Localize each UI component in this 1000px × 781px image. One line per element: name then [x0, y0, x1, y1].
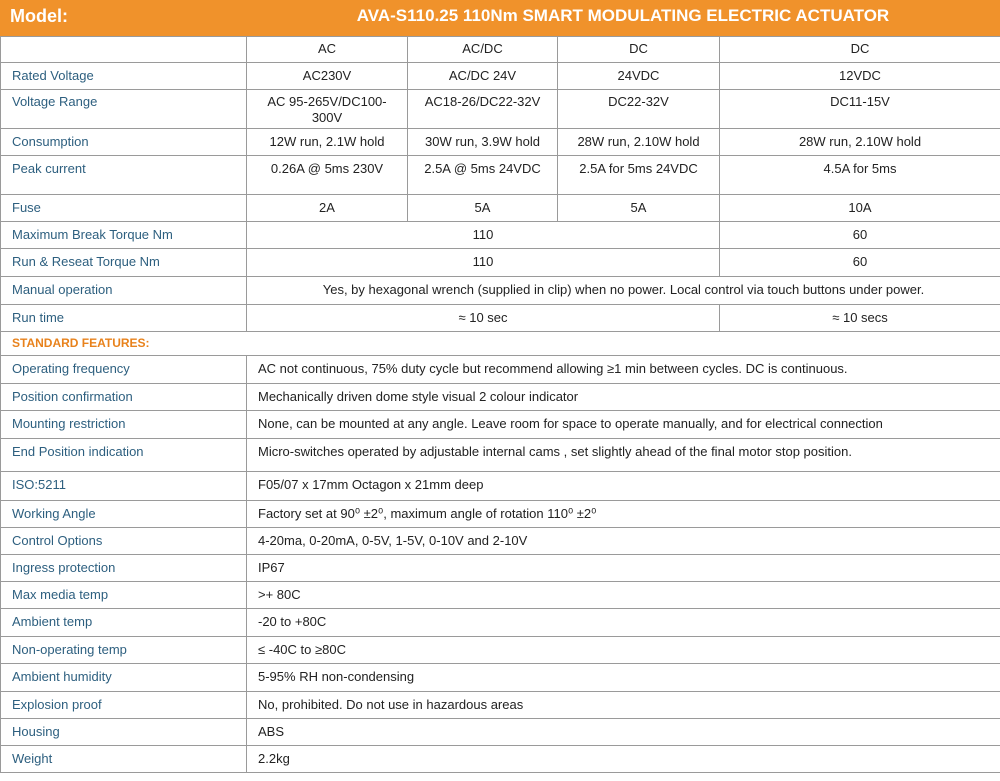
cell-value: 4.5A for 5ms — [720, 156, 1000, 195]
cell-value: AC18-26/DC22-32V — [408, 90, 558, 129]
cell-value: 5A — [558, 195, 720, 222]
row-label: Ambient humidity — [1, 664, 247, 692]
row-label: Peak current — [1, 156, 247, 195]
column-header-ac: AC — [247, 37, 408, 63]
table-row — [1, 63, 1000, 90]
cell-value: AC 95-265V/DC100-300V — [247, 90, 408, 129]
cell-value: AC230V — [247, 63, 408, 90]
cell-value: DC11-15V — [720, 90, 1000, 129]
cell-value-full: F05/07 x 17mm Octagon x 21mm deep — [247, 472, 1000, 501]
row-label: Ingress protection — [1, 555, 247, 582]
cell-value: 28W run, 2.10W hold — [720, 129, 1000, 156]
row-label: Rated Voltage — [1, 63, 247, 90]
table-row — [1, 664, 1000, 692]
table-row — [1, 472, 1000, 501]
cell-value: 0.26A @ 5ms 230V — [247, 156, 408, 195]
row-label: Voltage Range — [1, 90, 247, 129]
cell-value: 30W run, 3.9W hold — [408, 129, 558, 156]
cell-value: 12W run, 2.1W hold — [247, 129, 408, 156]
cell-value: 28W run, 2.10W hold — [558, 129, 720, 156]
row-label: Manual operation — [1, 277, 247, 305]
cell-value-full: Yes, by hexagonal wrench (supplied in clip) when no power. Local control via touch buttons under power. — [247, 277, 1000, 305]
cell-value: 12VDC — [720, 63, 1000, 90]
cell-value-full: None, can be mounted at any angle. Leave room for space to operate manually, and for electrical connection — [247, 411, 1000, 439]
row-label: Explosion proof — [1, 692, 247, 719]
row-label: Ambient temp — [1, 609, 247, 637]
row-label: Maximum Break Torque Nm — [1, 222, 247, 249]
table-row — [1, 195, 1000, 222]
section-heading: STANDARD FEATURES: — [1, 332, 1000, 356]
cell-value-full: 4-20ma, 0-20mA, 0-5V, 1-5V, 0-10V and 2-10V — [247, 528, 1000, 555]
cell-value-full: AC not continuous, 75% duty cycle but recommend allowing ≥1 min between cycles. DC is continuous. — [247, 356, 1000, 384]
row-label: Control Options — [1, 528, 247, 555]
column-header-dc-12v: DC — [720, 37, 1000, 63]
table-row — [1, 528, 1000, 555]
cell-value-full: ≤ -40C to ≥80C — [247, 637, 1000, 664]
table-row — [1, 129, 1000, 156]
cell-value: 2.5A @ 5ms 24VDC — [408, 156, 558, 195]
row-label: Run time — [1, 305, 247, 332]
cell-value: ≈ 10 secs — [720, 305, 1000, 332]
spec-table — [0, 36, 1000, 773]
table-row — [1, 411, 1000, 439]
cell-value: 5A — [408, 195, 558, 222]
cell-value-full: Micro-switches operated by adjustable internal cams , set slightly ahead of the final motor stop position. — [247, 439, 1000, 472]
table-row — [1, 637, 1000, 664]
row-label: Fuse — [1, 195, 247, 222]
table-row — [1, 356, 1000, 384]
cell-value: 2.5A for 5ms 24VDC — [558, 156, 720, 195]
cell-value-full: >+ 80C — [247, 582, 1000, 609]
row-label: End Position indication — [1, 439, 247, 472]
table-row — [1, 692, 1000, 719]
model-label: Model: — [10, 6, 68, 26]
row-label: Non-operating temp — [1, 637, 247, 664]
row-label: Max media temp — [1, 582, 247, 609]
row-label: Housing — [1, 719, 247, 746]
row-label: ISO:5211 — [1, 472, 247, 501]
table-row — [1, 555, 1000, 582]
table-row — [1, 439, 1000, 472]
row-label: Position confirmation — [1, 384, 247, 411]
table-row — [1, 305, 1000, 332]
row-label: Run & Reseat Torque Nm — [1, 249, 247, 277]
product-title: AVA-S110.25 110Nm SMART MODULATING ELECTRIC ACTUATOR — [356, 6, 890, 25]
cell-value-full: ABS — [247, 719, 1000, 746]
column-header-blank — [1, 37, 247, 63]
cell-value-merged: 110 — [247, 222, 720, 249]
cell-value: 60 — [720, 222, 1000, 249]
table-row — [1, 609, 1000, 637]
table-row — [1, 582, 1000, 609]
table-row — [1, 277, 1000, 305]
cell-value: DC22-32V — [558, 90, 720, 129]
cell-value: 2A — [247, 195, 408, 222]
table-row — [1, 156, 1000, 195]
row-label: Working Angle — [1, 501, 247, 528]
cell-value-merged: 110 — [247, 249, 720, 277]
cell-value: 24VDC — [558, 63, 720, 90]
table-row — [1, 501, 1000, 528]
table-row — [1, 384, 1000, 411]
cell-value-full: -20 to +80C — [247, 609, 1000, 637]
section-heading-row — [1, 332, 1000, 356]
row-label: Weight — [1, 746, 247, 773]
header-bar — [0, 0, 1000, 36]
table-row — [1, 249, 1000, 277]
table-row — [1, 746, 1000, 773]
row-label: Mounting restriction — [1, 411, 247, 439]
cell-value-full: 5-95% RH non-condensing — [247, 664, 1000, 692]
row-label: Operating frequency — [1, 356, 247, 384]
cell-value: 60 — [720, 249, 1000, 277]
column-header-row — [1, 37, 1000, 63]
cell-value-full: 2.2kg — [247, 746, 1000, 773]
cell-value-full: No, prohibited. Do not use in hazardous areas — [247, 692, 1000, 719]
cell-value: AC/DC 24V — [408, 63, 558, 90]
cell-value-full: Factory set at 90⁰ ±2⁰, maximum angle of rotation 110⁰ ±2⁰ — [247, 501, 1000, 528]
column-header-acdc: AC/DC — [408, 37, 558, 63]
cell-value-full: IP67 — [247, 555, 1000, 582]
table-row — [1, 719, 1000, 746]
row-label: Consumption — [1, 129, 247, 156]
column-header-dc: DC — [558, 37, 720, 63]
table-row — [1, 90, 1000, 129]
cell-value-full: Mechanically driven dome style visual 2 colour indicator — [247, 384, 1000, 411]
cell-value-merged: ≈ 10 sec — [247, 305, 720, 332]
cell-value: 10A — [720, 195, 1000, 222]
table-row — [1, 222, 1000, 249]
